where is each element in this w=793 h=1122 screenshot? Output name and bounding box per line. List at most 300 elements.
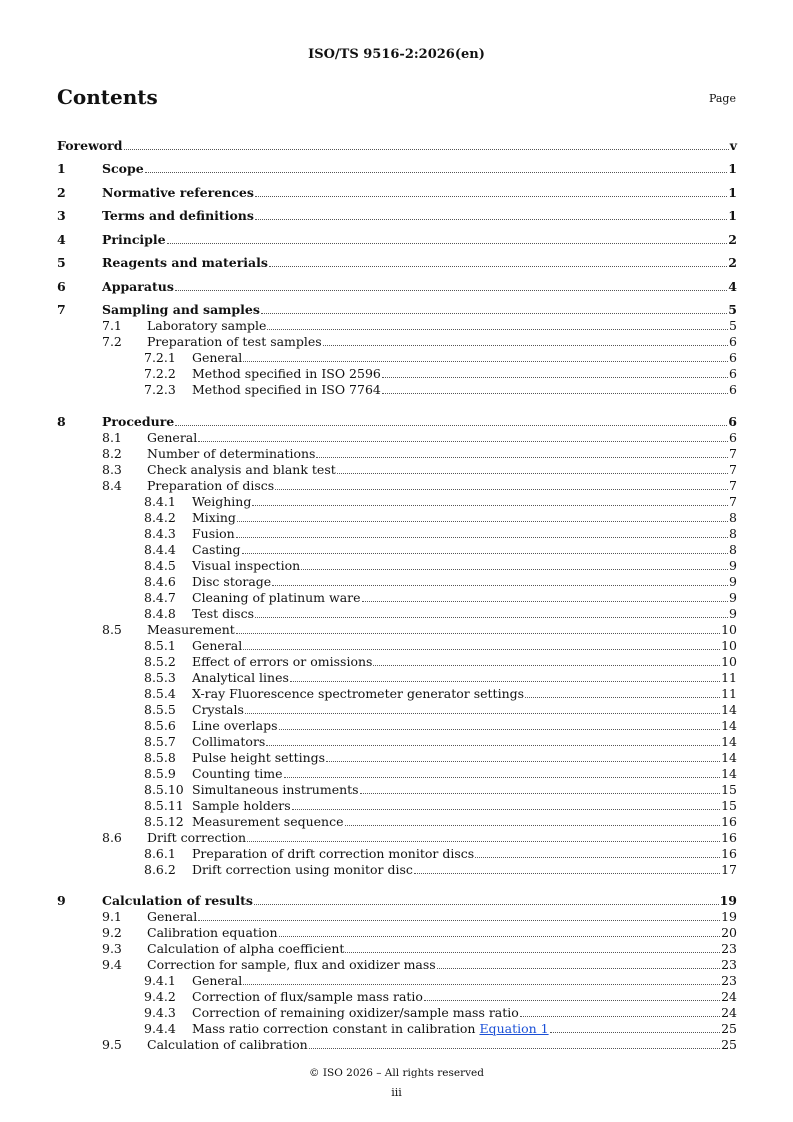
- dot-leader: [437, 968, 720, 969]
- toc-entry-number: 9.3: [102, 941, 122, 956]
- toc-entry-title: [57, 925, 278, 940]
- toc-entry-page: 25: [721, 1037, 737, 1052]
- toc-entry-title: [57, 862, 413, 877]
- toc-entry-page: 1: [728, 184, 737, 200]
- dot-leader: [175, 425, 727, 426]
- dot-leader: [266, 745, 720, 746]
- toc-entry[interactable]: [57, 223, 737, 247]
- toc-entry-number: 7: [57, 302, 66, 317]
- toc-entry[interactable]: [57, 365, 737, 381]
- toc-entry-number: 8.5.7: [144, 733, 176, 749]
- toc-entry-title: [57, 208, 254, 223]
- dot-leader: [254, 904, 719, 905]
- toc-entry-title-text: Visual inspection: [192, 557, 301, 573]
- toc-entry-page: 6: [729, 366, 737, 381]
- toc-entry-title: [57, 941, 344, 956]
- toc-entry-title-text: Correction of flux/sample mass ratio: [192, 989, 423, 1004]
- toc-entry-page: 10: [721, 621, 737, 637]
- toc-entry[interactable]: [57, 333, 737, 349]
- toc-entry-title-text: Calculation of results: [102, 893, 253, 908]
- toc-entry-title-text: Effect of errors or omissions: [192, 653, 373, 669]
- table-of-contents: [57, 129, 737, 1052]
- toc-entry-title-text: Check analysis and blank test: [147, 461, 336, 477]
- toc-entry-title-text: Simultaneous instruments: [192, 781, 359, 797]
- toc-entry-title-text: Preparation of discs: [147, 477, 275, 493]
- toc-entry-title: [57, 846, 474, 861]
- toc-entry[interactable]: [57, 1020, 737, 1036]
- dot-leader: [237, 521, 728, 522]
- dot-leader: [167, 243, 728, 244]
- toc-entry-number: 8.5.5: [144, 701, 176, 717]
- toc-entry[interactable]: [57, 477, 737, 493]
- toc-entry-page: 10: [721, 653, 737, 669]
- toc-entry-title: [57, 590, 361, 605]
- toc-entry[interactable]: [57, 669, 737, 685]
- toc-entry-number: 8.5.9: [144, 765, 176, 781]
- toc-entry[interactable]: [57, 153, 737, 177]
- toc-entry-number: 8.4.5: [144, 557, 176, 573]
- toc-entry-number: 8.4.6: [144, 573, 176, 589]
- toc-entry-title-text: Calculation of alpha coefficient: [147, 941, 345, 956]
- toc-entry-title-text: Cleaning of platinum ware: [192, 589, 361, 605]
- toc-entry-page: 19: [721, 909, 737, 924]
- toc-entry[interactable]: [57, 493, 737, 509]
- toc-entry-title-text: Normative references: [102, 184, 254, 200]
- toc-entry-title: [57, 782, 359, 797]
- toc-entry-title: [57, 446, 315, 461]
- toc-entry-number: 8.4.4: [144, 541, 176, 557]
- dot-leader: [279, 729, 721, 730]
- dot-leader: [424, 1000, 720, 1001]
- toc-entry[interactable]: [57, 749, 737, 765]
- toc-entry[interactable]: [57, 621, 737, 637]
- toc-entry-number: 7.2.1: [144, 350, 176, 365]
- toc-entry-number: 8.4.3: [144, 525, 176, 541]
- toc-entry-page: 8: [729, 509, 737, 525]
- toc-entry-page: 2: [728, 231, 737, 247]
- toc-entry-title-text: Preparation of test samples: [147, 334, 322, 349]
- toc-entry-number: 9.1: [102, 909, 122, 924]
- toc-entry-title-text: Principle: [102, 231, 166, 247]
- toc-entry-title-text: Method specified in ISO 2596: [192, 366, 381, 381]
- toc-entry-title: [57, 138, 123, 153]
- toc-entry-page: 1: [728, 208, 737, 223]
- dot-leader: [245, 713, 720, 714]
- toc-entry-title-text: Analytical lines: [192, 669, 289, 685]
- toc-entry[interactable]: [57, 797, 737, 813]
- toc-entry-title: [57, 462, 336, 477]
- toc-entry-number: 8.5.2: [144, 653, 176, 669]
- dot-leader: [198, 920, 720, 921]
- dot-leader: [414, 873, 720, 874]
- toc-entry-page: 17: [721, 861, 737, 877]
- toc-entry-title-text: Mass ratio correction constant in calibration: [192, 1021, 480, 1036]
- toc-entry-title-text: Line overlaps: [192, 717, 278, 733]
- toc-entry-title-text: Apparatus: [102, 278, 174, 294]
- dot-leader: [382, 393, 728, 394]
- dot-leader: [345, 952, 720, 953]
- toc-entry-number: 8.5.1: [144, 637, 176, 653]
- toc-entry-page: 6: [729, 429, 737, 445]
- toc-entry-number: 7.1: [102, 318, 122, 333]
- dot-leader: [525, 697, 720, 698]
- page-title: Contents: [57, 85, 158, 109]
- toc-entry-title-text: Drift correction: [147, 829, 247, 845]
- toc-entry-title: [57, 750, 325, 765]
- toc-entry-page: 14: [721, 733, 737, 749]
- toc-entry-title-text: Calculation of calibration: [147, 1037, 308, 1052]
- toc-entry-title: [57, 382, 381, 397]
- toc-entry[interactable]: [57, 765, 737, 781]
- toc-entry-title: [57, 161, 144, 176]
- toc-entry-page: 7: [729, 477, 737, 493]
- toc-entry-page: 6: [729, 350, 737, 365]
- toc-entry[interactable]: [57, 349, 737, 365]
- toc-entry-number: 9.4.2: [144, 989, 176, 1004]
- dot-leader: [243, 361, 728, 362]
- toc-entry-title: [57, 232, 166, 247]
- dot-leader: [261, 313, 727, 314]
- toc-entry-title-text: Sampling and samples: [102, 302, 260, 317]
- document-header: ISO/TS 9516-2:2026(en): [308, 47, 485, 62]
- toc-entry-number: 8.4.8: [144, 605, 176, 621]
- toc-entry[interactable]: [57, 176, 737, 200]
- toc-entry-number: 9.2: [102, 925, 122, 940]
- dot-leader: [275, 489, 728, 490]
- toc-entry-title: [57, 334, 322, 349]
- toc-entry-page: 14: [721, 717, 737, 733]
- dot-leader: [124, 149, 729, 150]
- toc-entry[interactable]: [57, 685, 737, 701]
- toc-entry-number: 8.3: [102, 461, 122, 477]
- toc-entry[interactable]: [57, 270, 737, 294]
- toc-entry[interactable]: [57, 701, 737, 717]
- toc-entry-page: 11: [721, 669, 737, 685]
- toc-entry-title-text: Reagents and materials: [102, 255, 268, 270]
- dot-leader: [236, 633, 720, 634]
- dot-leader: [323, 345, 728, 346]
- toc-entry-page: 7: [729, 445, 737, 461]
- toc-entry-title-text: Measurement: [147, 621, 235, 637]
- toc-entry-title-text: Scope: [102, 161, 144, 176]
- dot-leader: [252, 505, 728, 506]
- toc-entry[interactable]: [57, 509, 737, 525]
- toc-entry-page: 20: [721, 925, 737, 940]
- toc-entry-title-text: Calibration equation: [147, 925, 278, 940]
- toc-entry[interactable]: [57, 956, 737, 972]
- toc-entry-number: 9: [57, 893, 66, 908]
- toc-entry-number: 9.5: [102, 1037, 122, 1052]
- toc-entry-page: 1: [728, 161, 737, 176]
- toc-entry-number: 8.5.6: [144, 717, 176, 733]
- dot-leader: [292, 809, 720, 810]
- toc-entry-page: 10: [721, 637, 737, 653]
- toc-entry-page: 16: [721, 813, 737, 829]
- toc-entry-number: 7.2.2: [144, 366, 176, 381]
- toc-entry[interactable]: [57, 829, 737, 845]
- toc-entry-page: 24: [721, 989, 737, 1004]
- toc-entry-title: [57, 302, 260, 317]
- dot-leader: [309, 1048, 720, 1049]
- toc-entry-title-text: Collimators: [192, 733, 266, 749]
- toc-entry[interactable]: [57, 813, 737, 829]
- toc-entry-title: [57, 686, 524, 701]
- toc-entry-title: [57, 279, 174, 294]
- toc-entry-title: [57, 185, 254, 200]
- toc-entry-number: 8.4: [102, 477, 122, 493]
- toc-entry-number: 3: [57, 208, 66, 223]
- toc-entry[interactable]: [57, 637, 737, 653]
- toc-entry[interactable]: [57, 653, 737, 669]
- toc-entry-title: [57, 909, 197, 924]
- toc-entry-page: 16: [721, 845, 737, 861]
- toc-entry-title: [57, 654, 372, 669]
- toc-entry[interactable]: [57, 557, 737, 573]
- toc-entry[interactable]: [57, 972, 737, 988]
- toc-entry[interactable]: [57, 541, 737, 557]
- toc-entry-number: 8: [57, 413, 66, 429]
- dot-leader: [316, 457, 728, 458]
- toc-entry-title-text: General: [147, 909, 198, 924]
- toc-entry-page: 7: [729, 493, 737, 509]
- toc-entry-number: 8.4.1: [144, 493, 176, 509]
- toc-entry-title-text: Preparation of drift correction monitor discs: [192, 845, 475, 861]
- toc-entry-title: [57, 893, 253, 908]
- toc-entry[interactable]: [57, 200, 737, 224]
- toc-entry-title: [57, 558, 300, 573]
- toc-entry-page: 23: [721, 973, 737, 988]
- toc-entry[interactable]: [57, 605, 737, 621]
- toc-entry-title-text: Correction for sample, flux and oxidizer mass: [147, 957, 436, 972]
- dot-leader: [269, 266, 727, 267]
- dot-leader: [236, 537, 728, 538]
- dot-leader: [243, 984, 720, 985]
- dot-leader: [290, 681, 720, 682]
- toc-entry-number: 8.5.4: [144, 685, 176, 701]
- toc-entry-page: 4: [728, 278, 737, 294]
- toc-entry[interactable]: [57, 445, 737, 461]
- toc-entry-number: 9.4.3: [144, 1005, 176, 1020]
- toc-entry-title-text: Method specified in ISO 7764: [192, 382, 381, 397]
- toc-entry-title-text: Procedure: [102, 413, 175, 429]
- toc-entry[interactable]: [57, 717, 737, 733]
- toc-entry-title-text: General: [147, 429, 198, 445]
- dot-leader: [175, 290, 727, 291]
- toc-entry-page: 14: [721, 765, 737, 781]
- toc-entry-number: 8.5.10: [144, 781, 184, 797]
- toc-entry-number: 9.4.4: [144, 1021, 176, 1036]
- toc-entry-page: v: [729, 137, 737, 153]
- toc-entry-title-text: Measurement sequence: [192, 813, 344, 829]
- toc-entry-title: [57, 1037, 308, 1052]
- toc-entry-number: 8.1: [102, 429, 122, 445]
- dot-leader: [475, 857, 720, 858]
- toc-entry-number: 9.4: [102, 957, 122, 972]
- dot-leader: [255, 617, 728, 618]
- toc-entry-number: 8.5.8: [144, 749, 176, 765]
- dot-leader: [360, 793, 720, 794]
- toc-entry-title: [57, 318, 266, 333]
- toc-entry-page: 5: [729, 318, 737, 333]
- toc-entry-page: 8: [729, 525, 737, 541]
- toc-entry-title-text: Crystals: [192, 701, 244, 717]
- toc-entry-title-text: Fusion: [192, 525, 235, 541]
- toc-entry[interactable]: [57, 589, 737, 605]
- toc-entry-page: 6: [729, 382, 737, 397]
- toc-entry[interactable]: [57, 733, 737, 749]
- toc-entry-number: 8.5.12: [144, 813, 184, 829]
- toc-entry-number: 8.6: [102, 829, 122, 845]
- toc-entry-title: [57, 1005, 519, 1020]
- dot-leader: [255, 219, 727, 220]
- page-column-label: Page: [708, 92, 736, 105]
- toc-entry[interactable]: [57, 861, 737, 877]
- dot-leader: [242, 553, 729, 554]
- toc-entry-page: 7: [729, 461, 737, 477]
- toc-entry-number: 4: [57, 231, 66, 247]
- toc-entry-title-text: General: [192, 973, 243, 988]
- dot-leader: [198, 441, 728, 442]
- toc-entry-number: 1: [57, 161, 66, 176]
- toc-entry-title: [57, 814, 344, 829]
- page-number: iii: [391, 1086, 402, 1099]
- toc-entry[interactable]: [57, 317, 737, 333]
- dot-leader: [550, 1032, 721, 1033]
- dot-leader: [284, 777, 721, 778]
- toc-entry-page: 23: [721, 957, 737, 972]
- toc-entry-number: 7.2.3: [144, 382, 176, 397]
- toc-entry-number: 8.4.2: [144, 509, 176, 525]
- toc-entry-title-text: Mixing: [192, 509, 236, 525]
- dot-leader: [247, 841, 720, 842]
- dot-leader: [145, 172, 728, 173]
- dot-leader: [337, 473, 728, 474]
- toc-entry-title-text: Drift correction using monitor disc: [192, 861, 413, 877]
- toc-entry-number: 8.2: [102, 445, 122, 461]
- toc-entry-title-text: Sample holders: [192, 797, 291, 813]
- equation-link[interactable]: Equation 1: [479, 1021, 549, 1036]
- toc-entry-title-text: Weighing: [192, 493, 252, 509]
- toc-entry-number: 8.4.7: [144, 589, 176, 605]
- dot-leader: [255, 196, 727, 197]
- copyright-footer: © ISO 2026 – All rights reserved: [309, 1067, 484, 1079]
- toc-entry[interactable]: [57, 405, 737, 429]
- toc-entry-title-text: General: [192, 350, 243, 365]
- toc-entry-title-text: Correction of remaining oxidizer/sample mass ratio: [192, 1005, 519, 1020]
- toc-entry-page: 14: [721, 701, 737, 717]
- toc-entry-title-text: Terms and definitions: [102, 208, 254, 223]
- toc-entry-number: 8.6.2: [144, 861, 176, 877]
- toc-entry-page: 16: [721, 829, 737, 845]
- toc-entry-number: 7.2: [102, 334, 122, 349]
- toc-entry-title: [57, 830, 246, 845]
- dot-leader: [345, 825, 721, 826]
- toc-entry[interactable]: [57, 845, 737, 861]
- toc-entry-page: 8: [729, 541, 737, 557]
- toc-entry-number: 8.5.11: [144, 797, 184, 813]
- toc-entry[interactable]: [57, 247, 737, 271]
- toc-entry-page: 14: [721, 749, 737, 765]
- toc-entry-page: 9: [729, 557, 737, 573]
- dot-leader: [362, 601, 729, 602]
- toc-entry-title-text: Foreword: [57, 137, 123, 153]
- dot-leader: [301, 569, 728, 570]
- toc-entry[interactable]: [57, 1036, 737, 1052]
- dot-leader: [373, 665, 720, 666]
- toc-entry-number: 2: [57, 184, 66, 200]
- toc-entry-title-text: Disc storage: [192, 573, 272, 589]
- toc-entry-title: [57, 478, 274, 493]
- toc-entry-number: 8.5: [102, 621, 122, 637]
- toc-entry[interactable]: [57, 924, 737, 940]
- toc-entry-page: 9: [729, 589, 737, 605]
- toc-entry-title: [57, 414, 174, 429]
- dot-leader: [243, 649, 720, 650]
- toc-entry-page: 23: [721, 941, 737, 956]
- toc-entry-number: 9.4.1: [144, 973, 176, 988]
- toc-entry-title-text: General: [192, 637, 243, 653]
- toc-entry-title: [57, 255, 268, 270]
- toc-entry-page: 15: [721, 781, 737, 797]
- toc-entry-title-text: Pulse height settings: [192, 749, 326, 765]
- toc-entry-page: 11: [721, 685, 737, 701]
- dot-leader: [267, 329, 728, 330]
- toc-entry[interactable]: [57, 461, 737, 477]
- toc-entry-title: [57, 430, 197, 445]
- toc-entry-number: 8.6.1: [144, 845, 176, 861]
- toc-entry-title-text: Test discs: [192, 605, 255, 621]
- toc-entry-page: 6: [728, 413, 737, 429]
- toc-entry-title-text: Casting: [192, 541, 241, 557]
- toc-entry-number: 8.5.3: [144, 669, 176, 685]
- toc-entry-page: 6: [729, 334, 737, 349]
- toc-entry-page: 25: [721, 1021, 737, 1036]
- toc-entry-title-text: Counting time: [192, 765, 283, 781]
- toc-entry[interactable]: [57, 908, 737, 924]
- toc-entry-title-text: Number of determinations: [147, 445, 316, 461]
- toc-entry[interactable]: [57, 573, 737, 589]
- dot-leader: [520, 1016, 720, 1017]
- toc-entry[interactable]: [57, 988, 737, 1004]
- toc-entry[interactable]: [57, 129, 737, 153]
- toc-entry-title: [57, 1021, 549, 1036]
- dot-leader: [326, 761, 720, 762]
- toc-entry-title: [57, 366, 381, 381]
- dot-leader: [272, 585, 728, 586]
- toc-entry-page: 5: [728, 302, 737, 317]
- toc-entry[interactable]: [57, 525, 737, 541]
- dot-leader: [382, 377, 728, 378]
- toc-entry-number: 5: [57, 255, 66, 270]
- toc-entry-page: 19: [719, 893, 737, 908]
- toc-entry-page: 9: [729, 573, 737, 589]
- dot-leader: [279, 936, 721, 937]
- toc-entry[interactable]: [57, 429, 737, 445]
- toc-entry[interactable]: [57, 381, 737, 397]
- toc-entry-title-text: Laboratory sample: [147, 318, 267, 333]
- toc-entry-title: [57, 989, 423, 1004]
- toc-entry-page: 9: [729, 605, 737, 621]
- toc-entry-page: 15: [721, 797, 737, 813]
- toc-entry[interactable]: [57, 1004, 737, 1020]
- toc-entry-page: 2: [728, 255, 737, 270]
- toc-entry-title: [57, 622, 235, 637]
- toc-entry[interactable]: [57, 294, 737, 318]
- toc-entry[interactable]: [57, 885, 737, 909]
- toc-entry[interactable]: [57, 781, 737, 797]
- toc-entry[interactable]: [57, 940, 737, 956]
- toc-entry-title-text: X-ray Fluorescence spectrometer generator settings: [192, 685, 525, 701]
